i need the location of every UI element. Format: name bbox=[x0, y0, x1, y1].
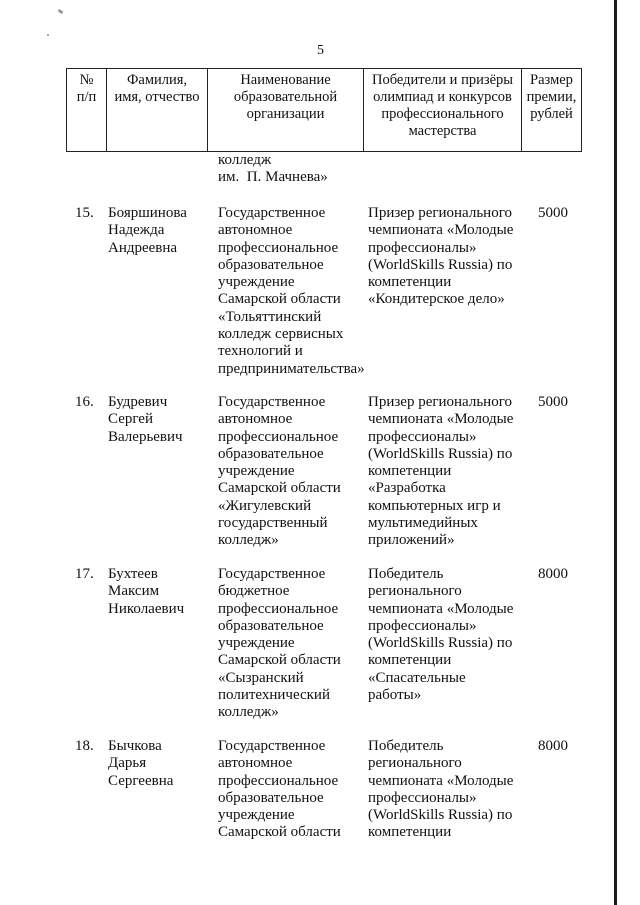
header-text: организации bbox=[246, 106, 325, 122]
achievement bbox=[368, 394, 518, 550]
text-line: учреждение bbox=[218, 635, 295, 652]
text-line: приложений» bbox=[368, 532, 455, 549]
organization bbox=[218, 205, 368, 378]
person-name bbox=[108, 394, 216, 446]
text-line: компетенции bbox=[368, 274, 452, 291]
award-amount: 8000 bbox=[538, 566, 568, 582]
text-line: образовательное bbox=[218, 617, 324, 634]
person-name bbox=[108, 566, 216, 618]
text-line: колледж» bbox=[218, 704, 279, 721]
text-line: Бояршинова bbox=[108, 205, 187, 221]
header-achievement bbox=[363, 68, 521, 152]
text-line: (WorldSkills Russia) по bbox=[368, 256, 513, 273]
text-line: чемпионата «Молодые bbox=[368, 222, 514, 239]
text-line: колледж bbox=[218, 152, 272, 168]
text-line: профессионалы» bbox=[368, 428, 477, 445]
text-line: Будревич bbox=[108, 394, 168, 410]
award-amount: 5000 bbox=[538, 394, 568, 410]
text-line: Валерьевич bbox=[108, 428, 183, 445]
text-line: Сергеевна bbox=[108, 772, 174, 789]
text-line: профессионалы» bbox=[368, 239, 477, 256]
person-name bbox=[108, 205, 216, 257]
row-number: 15. bbox=[75, 205, 94, 221]
text-line: профессионалы» bbox=[368, 789, 477, 806]
text-line: «Сызранский bbox=[218, 669, 304, 686]
organization bbox=[218, 738, 368, 842]
text-line: предпринимательства» bbox=[218, 360, 365, 377]
text-line: политехнический bbox=[218, 687, 330, 704]
text-line: Победитель bbox=[368, 566, 444, 582]
text-line: Бухтеев bbox=[108, 566, 158, 582]
header-text: № bbox=[79, 72, 94, 88]
text-line: учреждение bbox=[218, 807, 295, 824]
header-amount bbox=[521, 68, 582, 152]
text-line: автономное bbox=[218, 411, 293, 428]
text-line: государственный bbox=[218, 515, 328, 532]
header-org bbox=[207, 68, 363, 152]
text-line: Бычкова bbox=[108, 738, 162, 754]
text-line: профессионалы» bbox=[368, 617, 477, 634]
text-line: учреждение bbox=[218, 463, 295, 480]
text-line: им. П. Мачнева» bbox=[218, 169, 328, 186]
text-line: учреждение bbox=[218, 274, 295, 291]
text-line: колледж» bbox=[218, 532, 279, 549]
text-line: чемпионата «Молодые bbox=[368, 600, 514, 617]
text-line: работы» bbox=[368, 687, 422, 704]
text-line: (WorldSkills Russia) по bbox=[368, 635, 513, 652]
text-line: компетенции bbox=[368, 824, 452, 841]
text-line: Государственное bbox=[218, 394, 326, 410]
text-line: регионального bbox=[368, 583, 462, 600]
text-line: автономное bbox=[218, 222, 293, 239]
scan-artifact bbox=[58, 9, 64, 14]
table-header bbox=[66, 68, 582, 152]
header-text: премии, bbox=[526, 89, 577, 105]
text-line: компьютерных игр и bbox=[368, 497, 501, 514]
text-line: профессиональное bbox=[218, 772, 339, 789]
header-text: Размер bbox=[530, 72, 573, 88]
row-number: 17. bbox=[75, 566, 94, 582]
header-text: Фамилия, bbox=[126, 72, 188, 88]
text-line: технологий и bbox=[218, 343, 303, 360]
header-text: имя, отчество bbox=[114, 89, 200, 105]
achievement bbox=[368, 205, 518, 309]
header-text: рублей bbox=[530, 106, 573, 122]
text-line: (WorldSkills Russia) по bbox=[368, 445, 513, 462]
text-line: «Разработка bbox=[368, 480, 446, 497]
text-line: Максим bbox=[108, 583, 160, 600]
text-line: Николаевич bbox=[108, 600, 185, 617]
text-line: Сергей bbox=[108, 411, 153, 428]
text-line: «Кондитерское дело» bbox=[368, 291, 505, 308]
text-line: (WorldSkills Russia) по bbox=[368, 807, 513, 824]
header-name bbox=[106, 68, 207, 152]
header-text: п/п bbox=[76, 89, 97, 105]
text-line: чемпионата «Молодые bbox=[368, 772, 514, 789]
text-line: мультимедийных bbox=[368, 515, 478, 532]
text-line: компетенции bbox=[368, 652, 452, 669]
person-name bbox=[108, 738, 216, 790]
row-number: 16. bbox=[75, 394, 94, 410]
text-line: Государственное bbox=[218, 205, 326, 221]
text-line: «Тольяттинский bbox=[218, 308, 322, 325]
organization bbox=[218, 394, 368, 550]
text-line: профессиональное bbox=[218, 600, 339, 617]
award-amount: 8000 bbox=[538, 738, 568, 754]
continuation-text bbox=[218, 152, 368, 187]
header-text: олимпиад и конкурсов bbox=[373, 89, 512, 105]
text-line: Самарской области bbox=[218, 291, 341, 308]
header-text: Наименование bbox=[240, 72, 331, 88]
text-line: Призер регионального bbox=[368, 205, 512, 221]
text-line: Призер регионального bbox=[368, 394, 512, 410]
text-line: профессиональное bbox=[218, 239, 339, 256]
text-line: Государственное bbox=[218, 566, 326, 582]
text-line: образовательное bbox=[218, 256, 324, 273]
achievement bbox=[368, 566, 518, 704]
text-line: образовательное bbox=[218, 445, 324, 462]
text-line: «Спасательные bbox=[368, 669, 466, 686]
text-line: бюджетное bbox=[218, 583, 290, 600]
achievement bbox=[368, 738, 518, 842]
text-line: Государственное bbox=[218, 738, 326, 754]
header-num bbox=[66, 68, 106, 152]
header-text: Победители и призёры bbox=[372, 72, 513, 88]
text-line: Самарской области bbox=[218, 652, 341, 669]
page-number: 5 bbox=[317, 43, 324, 58]
scan-artifact bbox=[47, 34, 49, 36]
text-line: Дарья bbox=[108, 755, 147, 772]
scan-edge-line bbox=[614, 0, 617, 905]
text-line: Победитель bbox=[368, 738, 444, 754]
text-line: профессиональное bbox=[218, 428, 339, 445]
text-line: Самарской области bbox=[218, 824, 341, 841]
text-line: Самарской области bbox=[218, 480, 341, 497]
header-text: мастерства bbox=[408, 123, 477, 139]
header-text: профессионального bbox=[381, 106, 504, 122]
text-line: чемпионата «Молодые bbox=[368, 411, 514, 428]
award-amount: 5000 bbox=[538, 205, 568, 221]
text-line: регионального bbox=[368, 755, 462, 772]
row-number: 18. bbox=[75, 738, 94, 754]
text-line: компетенции bbox=[368, 463, 452, 480]
text-line: образовательное bbox=[218, 789, 324, 806]
organization bbox=[218, 566, 368, 722]
text-line: «Жигулевский bbox=[218, 497, 312, 514]
header-text: образовательной bbox=[233, 89, 338, 105]
text-line: Андреевна bbox=[108, 239, 178, 256]
text-line: Надежда bbox=[108, 222, 165, 239]
text-line: автономное bbox=[218, 755, 293, 772]
text-line: колледж сервисных bbox=[218, 326, 344, 343]
